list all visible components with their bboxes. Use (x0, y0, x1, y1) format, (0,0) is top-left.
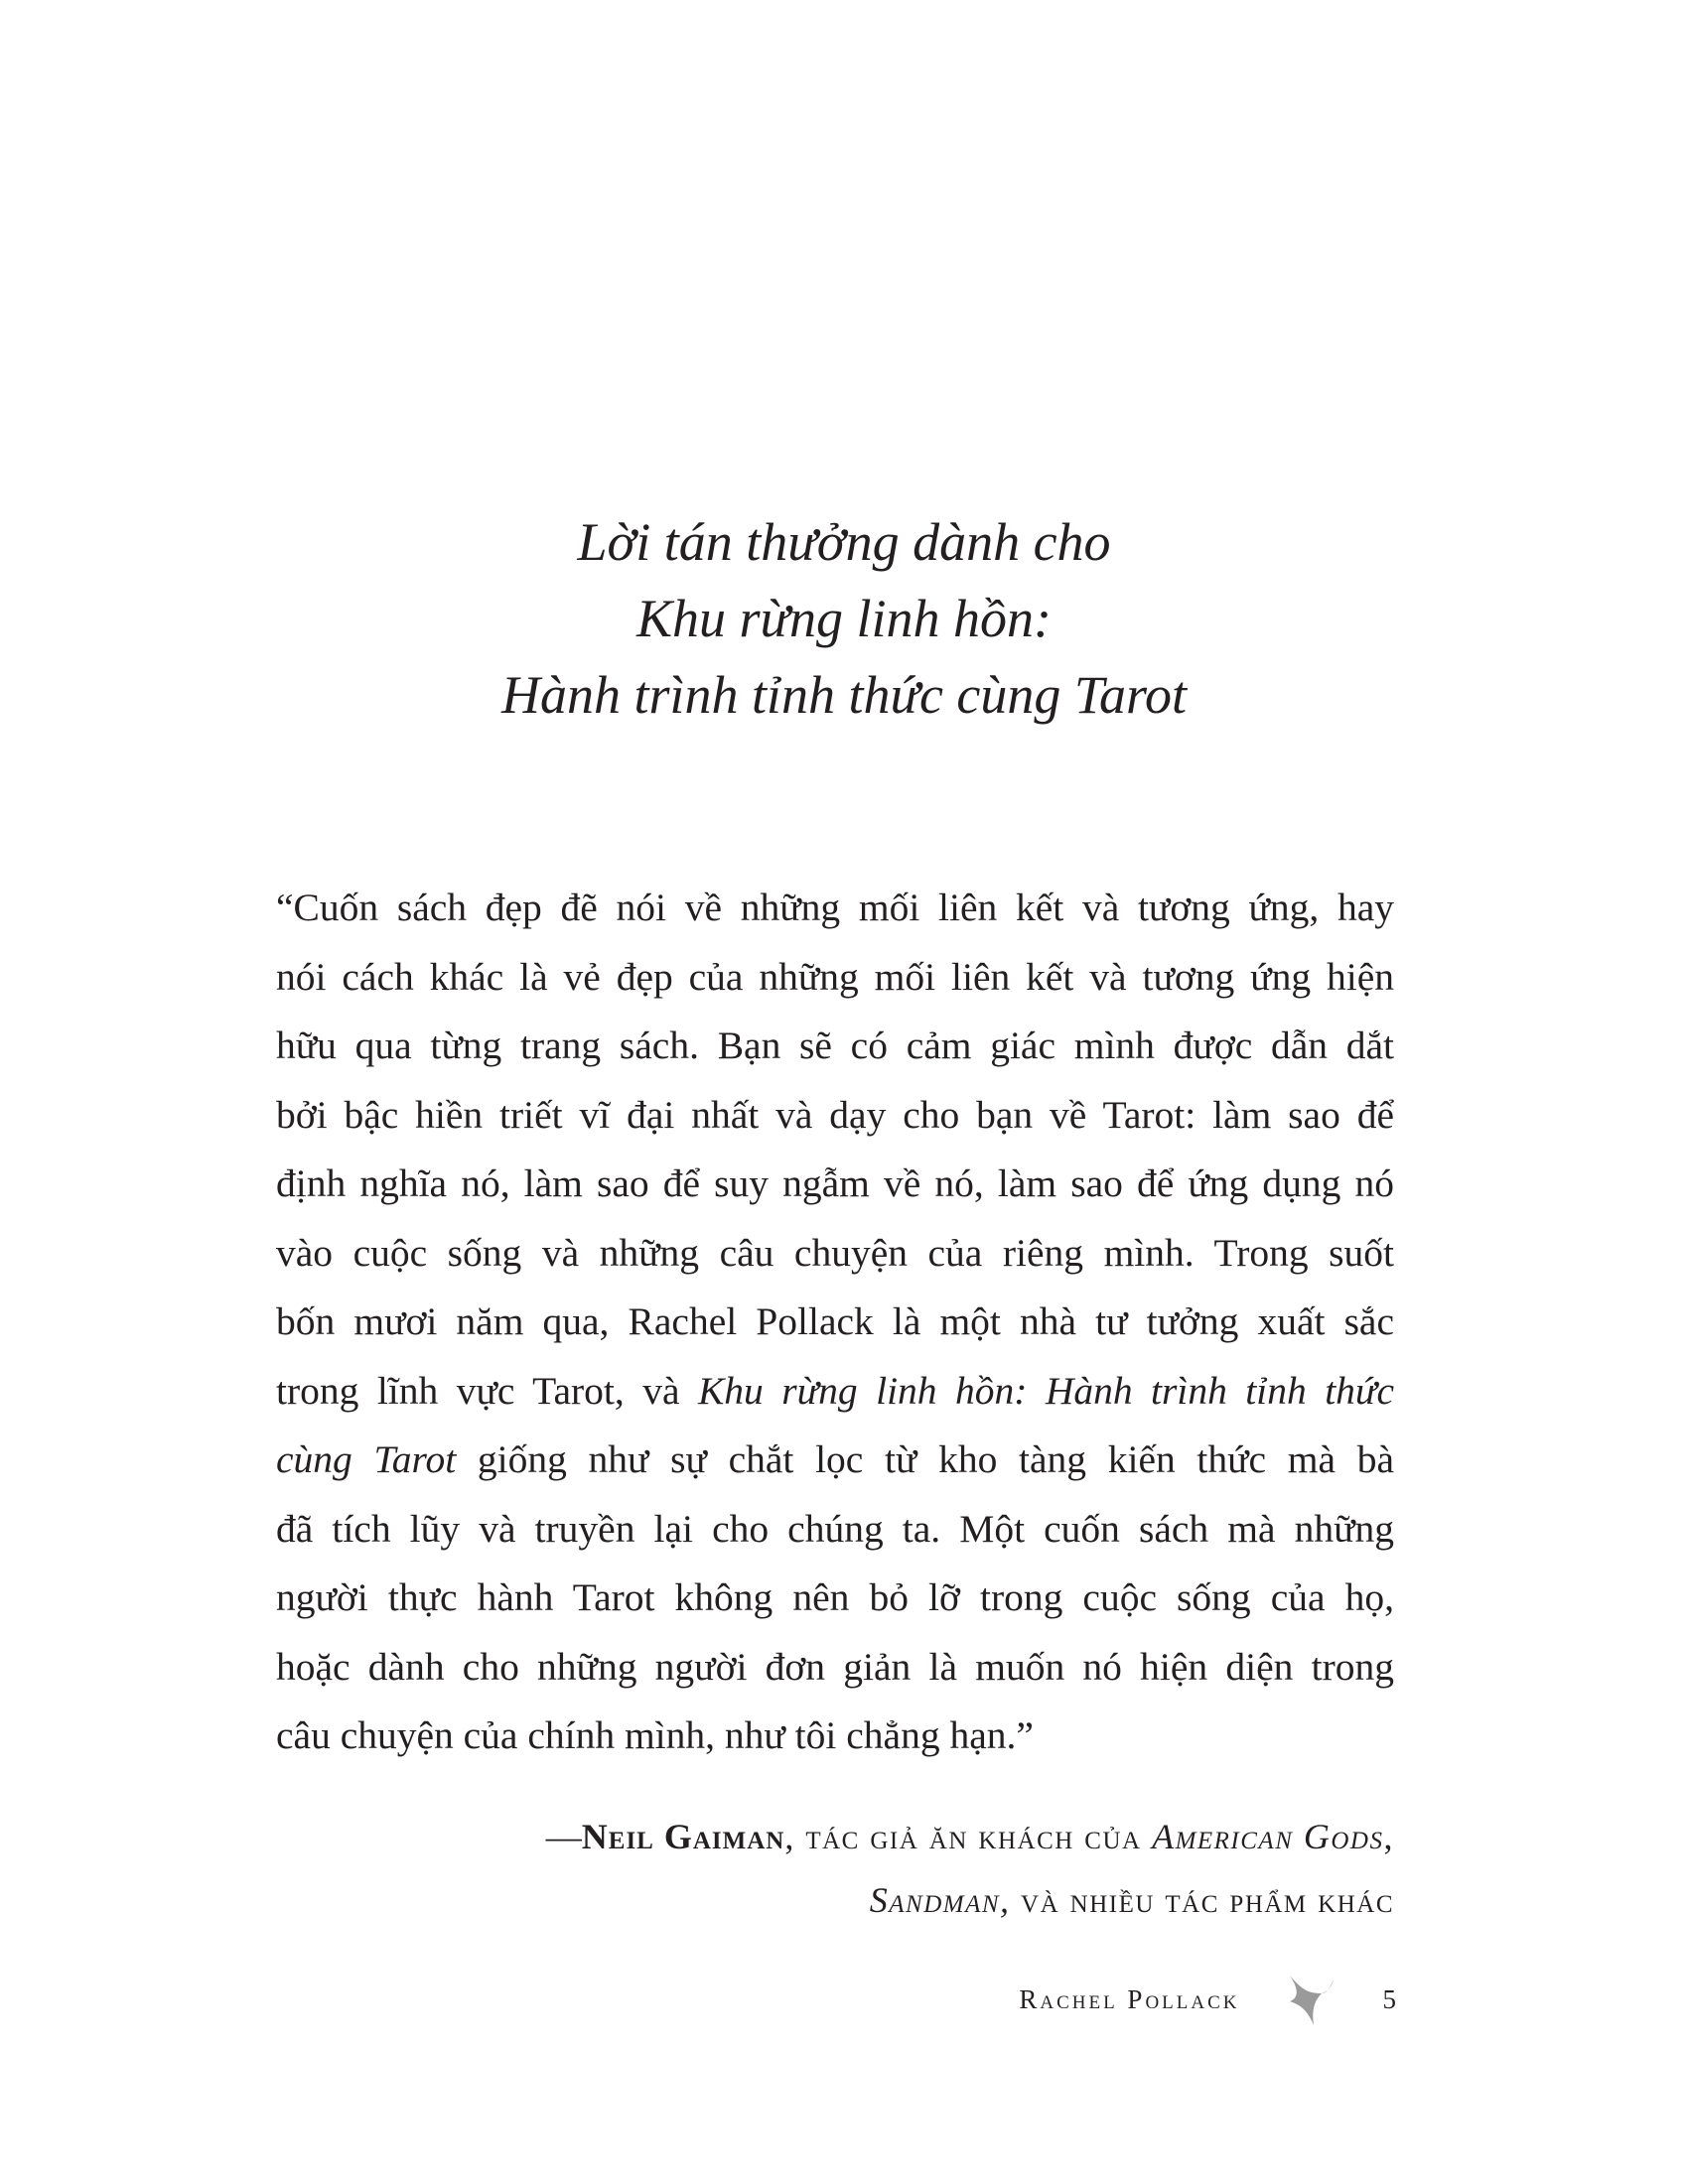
quote-line: định nghĩa nó, làm sao để suy ngẫm về nó, làm sao để ứng dụng nó (276, 1161, 1394, 1205)
running-head: Rachel Pollack (1019, 1983, 1240, 2014)
attribution-line-2 (546, 1868, 1394, 1932)
page-number: 5 (1382, 1983, 1396, 2014)
title-line-1: Lời tán thưởng dành cho (577, 512, 1111, 572)
quote-line: vào cuộc sống và những câu chuyện của riêng mình. Trong suốt (276, 1230, 1394, 1275)
quote-line-9-suffix: giống như sự chắt lọc từ kho tàng kiến thức mà bà (456, 1437, 1394, 1481)
work-title: Sandman, (869, 1880, 1011, 1920)
four-point-star-icon (1288, 1972, 1336, 2027)
title-line-2: Khu rừng linh hồn: (636, 589, 1052, 648)
attribution-dash: — (545, 1817, 582, 1856)
attribution-text: , tác giả ăn khách của (784, 1817, 1153, 1856)
book-title-italic-cont: cùng Tarot (276, 1437, 457, 1481)
author-name: Neil Gaiman (581, 1817, 785, 1856)
quote-line: hữu qua từng trang sách. Bạn sẽ có cảm giác mình được dẫn dắt (276, 1024, 1394, 1067)
quote-line: bởi bậc hiền triết vĩ đại nhất và dạy cho bạn về Tarot: làm sao để (276, 1092, 1394, 1137)
quote-line: nói cách khác là vẻ đẹp của những mối liên kết và tương ứng hiện (276, 954, 1394, 999)
title-line-3: Hành trình tỉnh thức cùng Tarot (500, 665, 1187, 725)
work-title: American Gods (1152, 1817, 1384, 1856)
quote-line: “Cuốn sách đẹp đẽ nói về những mối liên kết và tương ứng, hay (276, 886, 1394, 929)
quote-line (276, 1426, 1394, 1495)
quote-attribution (546, 1805, 1394, 1932)
page-title (0, 504, 1688, 734)
quote-line: người thực hành Tarot không nên bỏ lỡ trong cuộc sống của họ, (276, 1575, 1394, 1619)
quote-line: đã tích lũy và truyền lại cho chúng ta. Một cuốn sách mà những (276, 1506, 1394, 1551)
praise-quote (276, 874, 1394, 1771)
quote-line-8-prefix: trong lĩnh vực Tarot, và (276, 1368, 698, 1413)
attribution-text: và nhiều tác phẩm khác (1010, 1880, 1394, 1920)
quote-line: câu chuyện của chính mình, như tôi chẳng hạn.” (276, 1713, 1034, 1757)
page-footer (1019, 1979, 1396, 2019)
quote-line: hoặc dành cho những người đơn giản là muốn nó hiện diện trong (276, 1644, 1394, 1689)
book-title-italic: Khu rừng linh hồn: Hành trình tỉnh thức (697, 1368, 1394, 1413)
attribution-line-1 (546, 1805, 1394, 1868)
attribution-comma: , (1383, 1817, 1394, 1856)
quote-line: bốn mươi năm qua, Rachel Pollack là một nhà tư tưởng xuất sắc (276, 1299, 1394, 1343)
quote-line (276, 1357, 1394, 1427)
